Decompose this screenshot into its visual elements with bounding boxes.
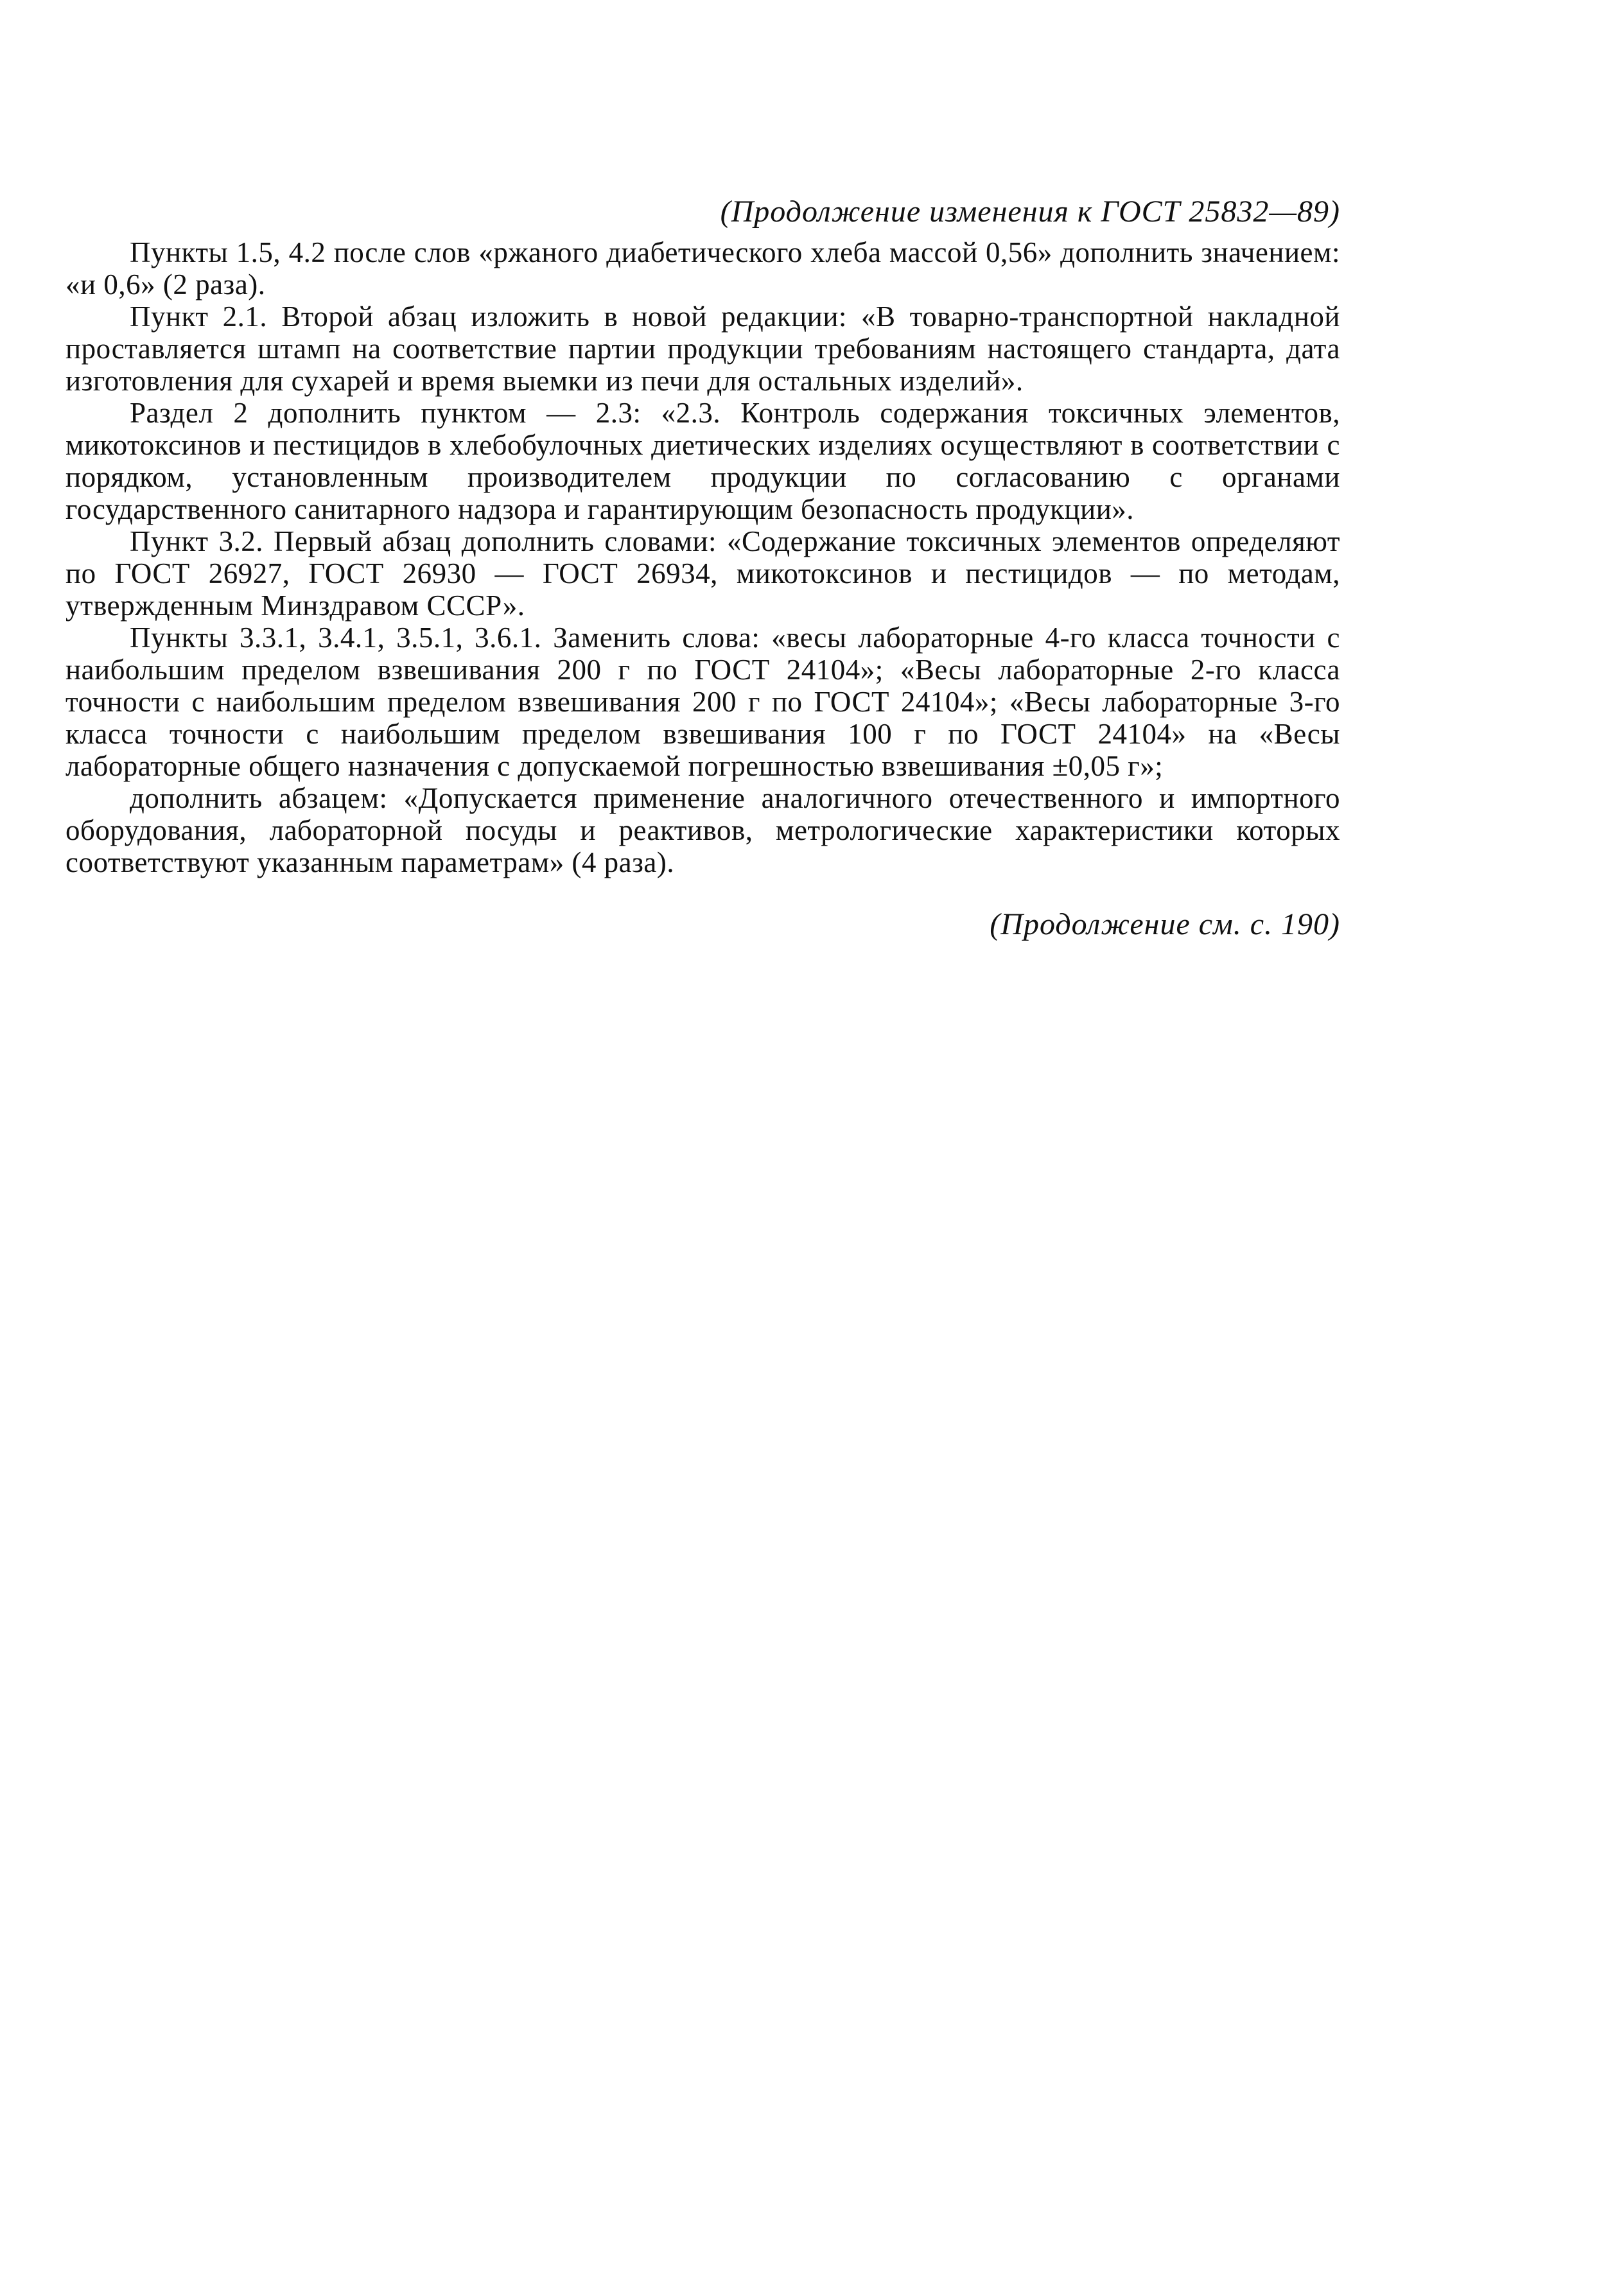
paragraph-addition-equipment: дополнить абзацем: «Допускается применение аналогичного отечественного и импортного оборудования, лабораторной посуды и реактивов, метрологические характеристики которых соответствуют указанным параметрам» (4 раза).	[65, 782, 1340, 878]
paragraph-items-3-3-1-3-6-1: Пункты 3.3.1, 3.4.1, 3.5.1, 3.6.1. Заменить слова: «весы лабораторные 4-го класса точности с наибольшим пределом взвешивания 200 г по ГОСТ 24104»; «Весы лабораторные 2-го класса точности с наибольшим пределом взвешивания 200 г по ГОСТ 24104»; «Весы лабораторные 3-го класса точности с наибольшим пределом взвешивания 100 г по ГОСТ 24104» на «Весы лабораторные общего назначения с допускаемой погрешностью взвешивания ±0,05 г»;	[65, 622, 1340, 782]
continuation-footer: (Продолжение см. с. 190)	[990, 907, 1340, 941]
continuation-header: (Продолжение изменения к ГОСТ 25832—89)	[720, 195, 1340, 229]
paragraph-items-1-5-4-2: Пункты 1.5, 4.2 после слов «ржаного диабетического хлеба массой 0,56» дополнить значением: «и 0,6» (2 раза).	[65, 236, 1340, 300]
paragraph-item-3-2: Пункт 3.2. Первый абзац дополнить словами: «Содержание токсичных элементов определяют по ГОСТ 26927, ГОСТ 26930 — ГОСТ 26934, микотоксинов и пестицидов — по методам, утвержденным Минздравом СССР».	[65, 525, 1340, 622]
paragraph-item-2-1: Пункт 2.1. Второй абзац изложить в новой редакции: «В товарно-транспортной накладной проставляется штамп на соответствие партии продукции требованиям настоящего стандарта, дата изготовления для сухарей и время выемки из печи для остальных изделий».	[65, 300, 1340, 397]
paragraph-section-2-addition: Раздел 2 дополнить пунктом — 2.3: «2.3. Контроль содержания токсичных элементов, микотоксинов и пестицидов в хлебобулочных диетических изделиях осуществляют в соответствии с порядком, установленным производителем продукции по согласованию с органами государственного санитарного надзора и гарантирующим безопасность продукции».	[65, 397, 1340, 525]
document-text-block	[65, 193, 1340, 944]
